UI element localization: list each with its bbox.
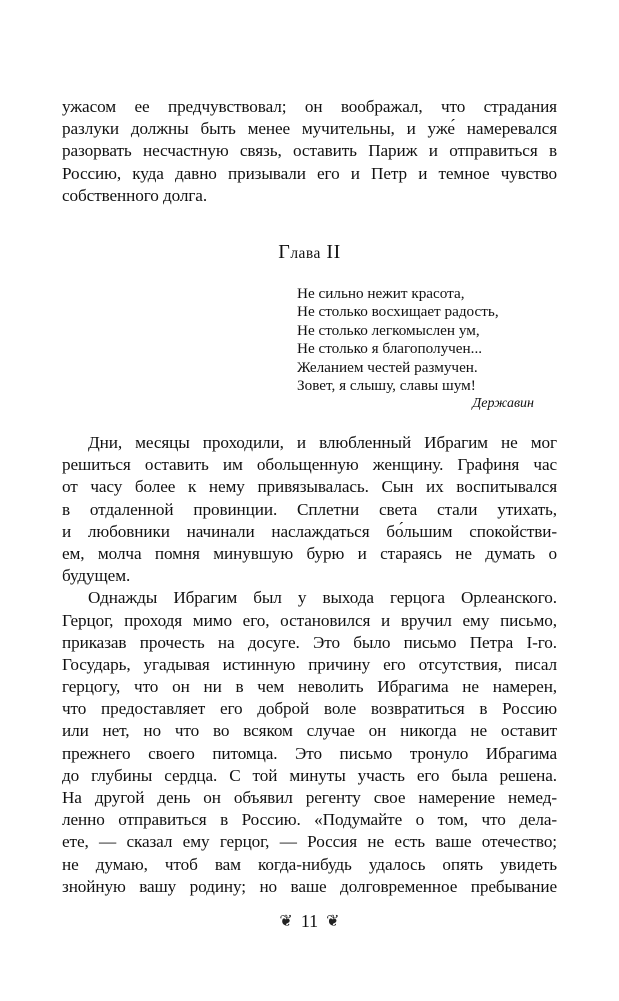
- text-line: ем, молча помня минувшую бурю и стараясь не думать о: [62, 543, 557, 563]
- ornament-right-icon: ❦: [326, 913, 340, 930]
- text-line: разлуки должны быть менее мучительны, и уже́ намеревался: [62, 119, 557, 139]
- chapter-title: [0, 241, 619, 264]
- text-line: разорвать несчастную связь, оставить Париж и отправиться в: [62, 141, 557, 161]
- text-line: прежнего своего питомца. Это письмо тронуло Ибрагима: [62, 743, 557, 763]
- text-line: ете, — сказал ему герцог, — Россия не есть ваше отечество;: [62, 832, 557, 852]
- text-line: не думаю, чтоб вам когда-нибудь удалось опять увидеть: [62, 854, 557, 874]
- main-text: [62, 432, 557, 898]
- text-line: собственного долга.: [62, 185, 208, 205]
- epigraph-line: Не столько я благополучен...: [297, 340, 483, 358]
- ornament-left-icon: ❦: [279, 913, 293, 930]
- epigraph-line: Не сильно нежит красота,: [297, 285, 465, 302]
- chapter-title-numeral: II: [326, 241, 341, 263]
- page-number: 11: [300, 911, 319, 931]
- text-line: Россию, куда давно призывали его и Петр и темное чувство: [62, 163, 557, 183]
- text-line: Дни, месяцы проходили, и влюбленный Ибрагим не мог: [88, 433, 557, 452]
- text-line: что предоставляет его доброй воле возвратиться в Россию: [62, 699, 557, 719]
- chapter-title-word: лава: [290, 245, 321, 262]
- top-paragraph: [62, 96, 557, 207]
- epigraph-author: Державин: [472, 396, 534, 411]
- text-line: На другой день он объявил регенту свое намерение немед-: [62, 788, 557, 807]
- text-line: решиться оставить им обольщенную женщину. Графиня час: [62, 455, 557, 475]
- epigraph-line: Не столько восхищает радость,: [297, 303, 499, 321]
- text-line: герцогу, что он ни в чем неволить Ибрагима не намерен,: [62, 677, 557, 697]
- text-line: Герцог, проходя мимо его, остановился и вручил ему письмо,: [62, 610, 557, 630]
- text-line: приказав прочесть на досуге. Это было письмо Петра I-го.: [62, 632, 557, 652]
- text-line: знойную вашу родину; но ваше долговременное пребывание: [62, 876, 557, 896]
- text-line: ленно отправиться в Россию. «Подумайте о том, что дела-: [62, 810, 557, 830]
- text-line: ужасом ее предчувствовал; он воображал, что страдания: [62, 97, 557, 116]
- text-line: Государь, угадывая истинную причину его отсутствия, писал: [62, 654, 557, 674]
- epigraph-line: Не столько легкомыслен ум,: [297, 321, 480, 339]
- text-line: до глубины сердца. С той минуты участь его была решена.: [62, 765, 557, 785]
- text-line: в отдаленной провинции. Сплетни света стали утихать,: [62, 499, 557, 519]
- text-line: или нет, но что во всяком случае он никогда не оставит: [62, 721, 557, 741]
- chapter-title-capital: Г: [278, 241, 291, 263]
- epigraph-line: Желанием честей размучен.: [297, 358, 478, 376]
- text-line: от часу более к нему привязывалась. Сын их воспитывался: [62, 477, 557, 497]
- epigraph-line: Зовет, я слышу, славы шум!: [297, 377, 476, 395]
- text-line: Однажды Ибрагим был у выхода герцога Орлеанского.: [88, 588, 557, 608]
- text-line: и любовники начинали наслаждаться бо́льшим спокойстви-: [62, 521, 557, 541]
- text-line: будущем.: [62, 566, 131, 586]
- epigraph: [297, 285, 499, 395]
- page-footer: [0, 911, 619, 932]
